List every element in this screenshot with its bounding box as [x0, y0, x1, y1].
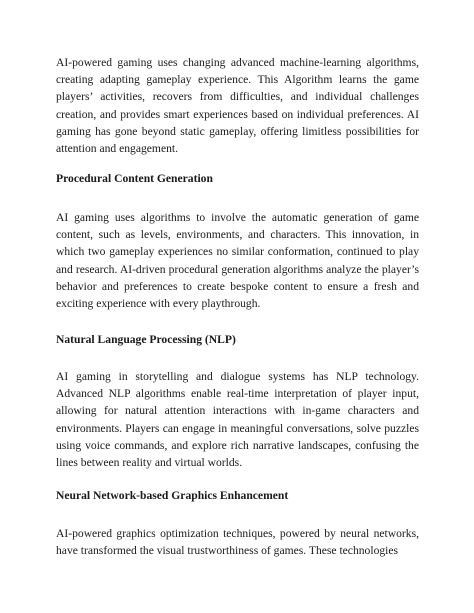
section-paragraph-graphics-enhancement: AI-powered graphics optimization techniques, powered by neural networks, have transformed the visual trustworthiness of games. These technologies [56, 527, 419, 558]
section-paragraph-nlp: AI gaming in storytelling and dialogue systems has NLP technology. Advanced NLP algorithms enable real-time interpretation of player input, allowing for natural attention interactions with in-game characters and environments. Players can engage in meaningful conversations, solve puzzles using voice commands, and explore rich narrative landscapes, confusing the lines between reality and virtual worlds. [56, 370, 419, 470]
section-heading-graphics-enhancement: Neural Network-based Graphics Enhancement [56, 489, 289, 502]
section-paragraph-procedural-content-generation: AI gaming uses algorithms to involve the automatic generation of game content, such as levels, environments, and characters. This innovation, in which two gameplay experiences no similar conformation, continued to play and research. AI-driven procedural generation algorithms analyze the player’s behavior and preferences to create bespoke content to ensure a fresh and exciting experience with every playthrough. [56, 211, 419, 311]
section-heading-procedural-content-generation: Procedural Content Generation [56, 172, 213, 185]
intro-paragraph: AI-powered gaming uses changing advanced machine-learning algorithms, creating adapting gameplay experience. This Algorithm learns the game players’ activities, recovers from difficulties, and individual challenges creation, and provides smart experiences based on individual preferences. AI gaming has gone beyond static gameplay, offering limitless possibilities for attention and engagement. [56, 56, 419, 156]
section-heading-nlp: Natural Language Processing (NLP) [56, 333, 236, 346]
